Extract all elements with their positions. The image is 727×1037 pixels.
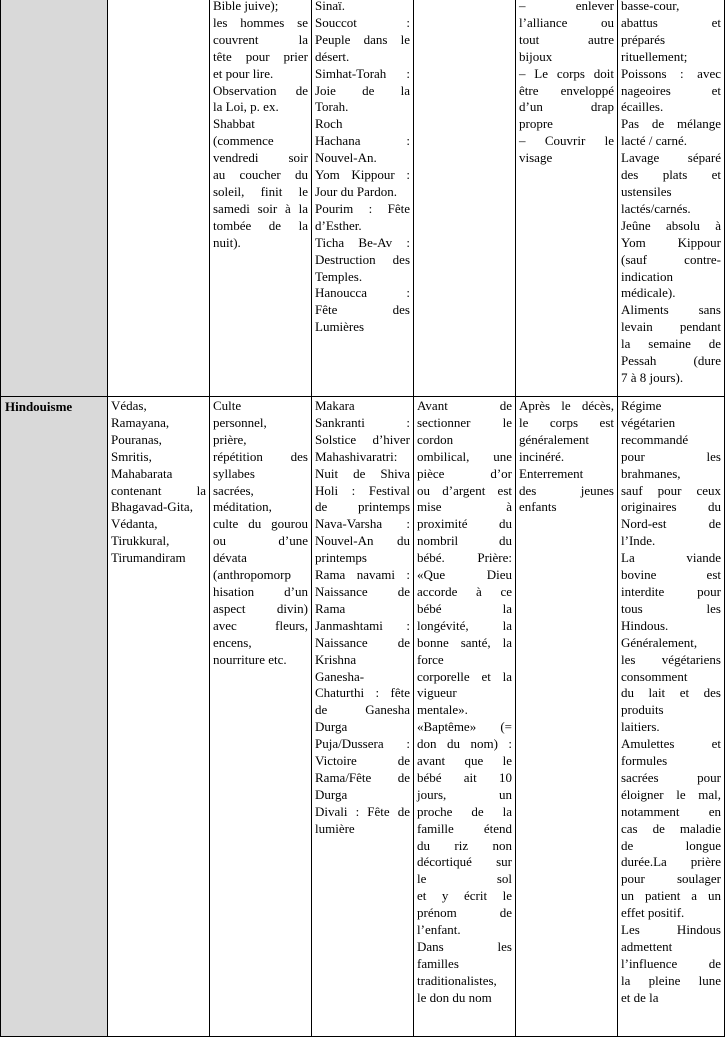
cell-line: Fête des xyxy=(315,302,410,318)
cell-line: personnel, xyxy=(213,414,267,430)
cell-line: Janmashtami : xyxy=(315,617,410,633)
cell-line: des plats et xyxy=(621,167,721,183)
cell-line: Yom Kippour : xyxy=(315,167,410,183)
cell-line: force xyxy=(417,651,444,667)
cell-line: Ticha Be-Av : xyxy=(315,234,410,250)
cell-line: Dans les xyxy=(417,939,512,954)
cell-line: médicale). xyxy=(621,285,676,301)
cell-line: Sinaï. xyxy=(315,0,345,13)
cell-line: traditionalistes, xyxy=(417,972,497,988)
cell-line: visage xyxy=(519,150,553,166)
cell-line: ou d’une xyxy=(213,533,308,549)
cell-line: Pas de mélange xyxy=(621,116,721,132)
cell-line: notamment en xyxy=(621,803,721,819)
cell-line: l’Inde. xyxy=(621,533,656,549)
birth-cell xyxy=(414,397,516,1037)
cell-line: Durga xyxy=(315,786,348,802)
religion-name: Hindouisme xyxy=(5,399,73,414)
cell-line: Après le décès, xyxy=(519,398,614,413)
cell-line: bébé ait 10 xyxy=(417,769,512,785)
cell-line: lumière xyxy=(315,820,355,836)
cell-line: Krishna xyxy=(315,651,357,667)
cell-line: (sauf contre- xyxy=(621,251,721,267)
cell-line: interdite pour xyxy=(621,583,721,599)
cell-line: lacté / carné. xyxy=(621,133,688,149)
diet-health-cell xyxy=(618,397,725,1037)
cell-line: ou d’argent est xyxy=(417,482,512,498)
cell-line: ombilical, une xyxy=(417,448,512,464)
cell-line: (anthropomorp xyxy=(213,567,291,583)
cell-line: proximité du xyxy=(417,516,512,532)
cell-line: La viande xyxy=(621,550,721,566)
cell-line: Solstice d’hiver xyxy=(315,431,410,447)
cell-line: Aliments sans xyxy=(621,302,721,318)
festivals-cell xyxy=(312,0,414,397)
cell-line: ustensiles xyxy=(621,183,672,199)
cell-line: cordon xyxy=(417,431,454,447)
cell-line: Védanta, xyxy=(111,516,158,532)
cell-line: Rama/Fête de xyxy=(315,769,410,785)
cell-line: Divali : Fête de xyxy=(315,803,410,819)
cell-line: Bible juive); xyxy=(213,0,279,13)
cell-line: décortiqué sur xyxy=(417,854,512,870)
cell-line: accorde à ce xyxy=(417,583,512,599)
cell-line: Tirumandiram xyxy=(111,550,186,566)
cell-line: Rama xyxy=(315,600,346,616)
cell-line: nombril du xyxy=(417,533,512,549)
cell-line: don du nom) : xyxy=(417,736,512,752)
cell-line: – Couvrir le xyxy=(519,133,614,149)
cell-line: l’influence de xyxy=(621,955,721,971)
cell-line: Amulettes et xyxy=(621,736,721,752)
cell-line: syllabes xyxy=(213,465,255,481)
cell-line: durée.La prière xyxy=(621,854,721,870)
cell-line: Victoire de xyxy=(315,753,410,769)
cell-line: – Le corps doit xyxy=(519,65,614,81)
cell-line: écailles. xyxy=(621,99,664,115)
cell-line: Pessah (dure xyxy=(621,353,721,369)
cell-line: Poissons : avec xyxy=(621,65,721,81)
cell-line: Ganesha- xyxy=(315,668,365,684)
cell-line: la Loi, p. ex. xyxy=(213,99,279,115)
cell-line: Puja/Dussera : xyxy=(315,736,410,752)
cell-line: culte du gourou xyxy=(213,516,308,532)
cell-line: d’un drap xyxy=(519,99,614,115)
cell-line: contenant la xyxy=(111,482,206,498)
cell-line: Makara xyxy=(315,398,355,413)
cell-line: nourriture etc. xyxy=(213,651,287,667)
death-cell xyxy=(516,397,618,1037)
cell-line: Nuit de Shiva xyxy=(315,465,410,481)
cell-line: bébé. Prière: xyxy=(417,550,512,566)
cell-line: de longue xyxy=(621,837,721,853)
cell-line: mise à xyxy=(417,499,512,515)
cell-line: dévata xyxy=(213,550,247,566)
diet-health-cell xyxy=(618,0,725,397)
cell-line: 7 à 8 jours). xyxy=(621,369,684,385)
cell-line: des jeunes xyxy=(519,482,614,498)
cell-line: Joie de la xyxy=(315,82,410,98)
cell-line: Jour du Pardon. xyxy=(315,183,397,199)
cell-line: Régime xyxy=(621,398,662,413)
birth-cell xyxy=(414,0,516,397)
cell-line: Hachana : xyxy=(315,133,410,149)
festivals-cell xyxy=(312,397,414,1037)
death-cell xyxy=(516,0,618,397)
cell-line: corporelle et la xyxy=(417,668,512,684)
cell-line: un patient a un xyxy=(621,888,721,904)
cell-line: éloigner le mal, xyxy=(621,786,721,802)
cell-line: du lait et des xyxy=(621,685,721,701)
cell-line: d’Esther. xyxy=(315,217,362,233)
cell-line: Ramayana, xyxy=(111,414,170,430)
cell-line: longévité, la xyxy=(417,617,512,633)
cell-line: bébé la xyxy=(417,600,512,616)
cell-line: enfants xyxy=(519,499,557,515)
cell-line: bijoux xyxy=(519,48,553,64)
cell-line: Simhat-Torah : xyxy=(315,65,410,81)
cell-line: Culte xyxy=(213,398,242,413)
cell-line: Naissance de xyxy=(315,634,410,650)
cell-line: la semaine de xyxy=(621,336,721,352)
cell-line: propre xyxy=(519,116,553,132)
cell-line: de Ganesha xyxy=(315,702,410,718)
cell-line: Temples. xyxy=(315,268,363,284)
cell-line: proche de la xyxy=(417,803,512,819)
cell-line: aspect divin) xyxy=(213,600,308,616)
cell-line: basse-cour, xyxy=(621,0,680,13)
cell-line: prénom de xyxy=(417,905,512,921)
cell-line: Hanoucca : xyxy=(315,285,410,301)
cell-line: de printemps xyxy=(315,499,410,515)
cell-line: pièce d’or xyxy=(417,465,512,481)
sacred-texts-cell xyxy=(108,0,210,397)
cell-line: Observation de xyxy=(213,82,308,98)
cell-line: Naissance de xyxy=(315,583,410,599)
cell-line: recommandé xyxy=(621,431,689,447)
cell-line: sacrées, xyxy=(213,482,254,498)
cell-line: effet positif. xyxy=(621,905,685,921)
cell-line: les végétariens xyxy=(621,651,721,667)
cell-line: avec fleurs, xyxy=(213,617,308,633)
cell-line: pour les xyxy=(621,448,721,464)
cell-line: originaires du xyxy=(621,499,721,515)
cell-line: Tirukkural, xyxy=(111,533,170,549)
cell-line: Avant de xyxy=(417,398,512,413)
cell-line: la pleine lune xyxy=(621,972,721,988)
cell-line: et de la xyxy=(621,989,659,1005)
cell-line: bonne santé, la xyxy=(417,634,512,650)
cell-line: végétarien xyxy=(621,414,676,430)
cell-line: Nava-Varsha : xyxy=(315,516,410,532)
cell-line: répétition des xyxy=(213,448,308,464)
cell-line: Mahabarata xyxy=(111,465,173,481)
cell-line: vigueur xyxy=(417,685,457,701)
cell-line: formules xyxy=(621,753,668,769)
cell-line: Rama navami : xyxy=(315,567,410,583)
cell-line: Sankranti : xyxy=(315,414,410,430)
cell-line: rituellement; xyxy=(621,48,688,64)
cell-line: le don du nom xyxy=(417,989,492,1005)
cell-line: incinéré. xyxy=(519,448,565,464)
cell-line: brahmanes, xyxy=(621,465,681,481)
cell-line: prière, xyxy=(213,431,247,447)
cell-line: consomment xyxy=(621,668,688,684)
cell-line: indication xyxy=(621,268,673,284)
cell-line: nageoires et xyxy=(621,82,721,98)
cell-line: Lavage séparé xyxy=(621,150,721,166)
cell-line: Shabbat xyxy=(213,116,255,132)
cell-line: préparés xyxy=(621,31,666,47)
cell-line: lactés/carnés. xyxy=(621,200,691,216)
cell-line: tombée de la xyxy=(213,217,308,233)
cell-line: familles xyxy=(417,955,459,971)
cell-line: méditation, xyxy=(213,499,272,515)
cell-line: famille étend xyxy=(417,820,512,836)
cell-line: Smritis, xyxy=(111,448,152,464)
cell-line: Les Hindous xyxy=(621,922,721,938)
cell-line: Nouvel-An du xyxy=(315,533,410,549)
cell-line: (commence xyxy=(213,133,274,149)
cell-line: Nouvel-An. xyxy=(315,150,377,166)
cell-line: Yom Kippour xyxy=(621,234,721,250)
cell-line: tout autre xyxy=(519,31,614,47)
cell-line: Destruction des xyxy=(315,251,410,267)
cell-line: le corps est xyxy=(519,414,614,430)
cell-line: vendredi soir xyxy=(213,150,308,166)
cell-line: l’enfant. xyxy=(417,922,461,938)
cell-line: du riz non xyxy=(417,837,512,853)
cell-line: Mahashivaratri: xyxy=(315,448,398,464)
cell-line: cas de maladie xyxy=(621,820,721,836)
cell-line: et pour lire. xyxy=(213,65,274,81)
cell-line: pour soulager xyxy=(621,871,721,887)
cell-line: tête pour prier xyxy=(213,48,308,64)
cell-line: abattus et xyxy=(621,14,721,30)
cell-line: sectionner le xyxy=(417,414,512,430)
cell-line: Jeûne absolu à xyxy=(621,217,721,233)
practices-cell xyxy=(210,0,312,397)
cell-line: Torah. xyxy=(315,99,349,115)
cell-line: laitiers. xyxy=(621,719,660,735)
cell-line: et y écrit le xyxy=(417,888,512,904)
cell-line: Bhagavad-Gita, xyxy=(111,499,193,515)
cell-line: Durga xyxy=(315,719,348,735)
religion-cell xyxy=(1,0,108,397)
cell-line: Roch xyxy=(315,116,343,132)
cell-line: hisation d’un xyxy=(213,583,308,599)
cell-line: sacrées pour xyxy=(621,769,721,785)
cell-line: avant que le xyxy=(417,753,512,769)
cell-line: Chaturthi : fête xyxy=(315,685,410,701)
table-row xyxy=(1,0,725,397)
cell-line: Pourim : Fête xyxy=(315,200,410,216)
cell-line: Védas, xyxy=(111,398,147,413)
cell-line: au coucher du xyxy=(213,167,308,183)
cell-line: jours, un xyxy=(417,786,512,802)
cell-line: encens, xyxy=(213,634,252,650)
cell-line: «Que Dieu xyxy=(417,567,512,583)
cell-line: levain pendant xyxy=(621,319,721,335)
cell-line: bovine est xyxy=(621,567,721,583)
cell-line: l’alliance ou xyxy=(519,14,614,30)
cell-line: – enlever xyxy=(519,0,614,13)
cell-line: Enterrement xyxy=(519,465,584,481)
cell-line: être enveloppé xyxy=(519,82,614,98)
cell-line: couvrent la xyxy=(213,31,308,47)
cell-line: mentale». xyxy=(417,702,468,718)
cell-line: «Baptême» (= xyxy=(417,719,512,735)
cell-line: désert. xyxy=(315,48,350,64)
cell-line: Pouranas, xyxy=(111,431,162,447)
cell-line: Peuple dans le xyxy=(315,31,410,47)
cell-line: Généralement, xyxy=(621,634,698,650)
cell-line: généralement xyxy=(519,431,590,447)
table-row xyxy=(1,397,725,1037)
sacred-texts-cell xyxy=(108,397,210,1037)
cell-line: admettent xyxy=(621,939,673,954)
cell-line: produits xyxy=(621,702,664,718)
cell-line: Lumières xyxy=(315,319,365,335)
cell-line: soleil, finit le xyxy=(213,183,308,199)
cell-line: le sol xyxy=(417,871,512,887)
cell-line: printemps xyxy=(315,550,367,566)
cell-line: nuit). xyxy=(213,234,241,250)
cell-line: Nord-est de xyxy=(621,516,721,532)
cell-line: Hindous. xyxy=(621,617,669,633)
cell-line: Souccot : xyxy=(315,14,410,30)
cell-line: tous les xyxy=(621,600,721,616)
cell-line: les hommes se xyxy=(213,14,308,30)
practices-cell xyxy=(210,397,312,1037)
cell-line: samedi soir à la xyxy=(213,200,308,216)
religion-cell xyxy=(1,397,108,1037)
cell-line: Holi : Festival xyxy=(315,482,410,498)
cell-line: sauf pour ceux xyxy=(621,482,721,498)
